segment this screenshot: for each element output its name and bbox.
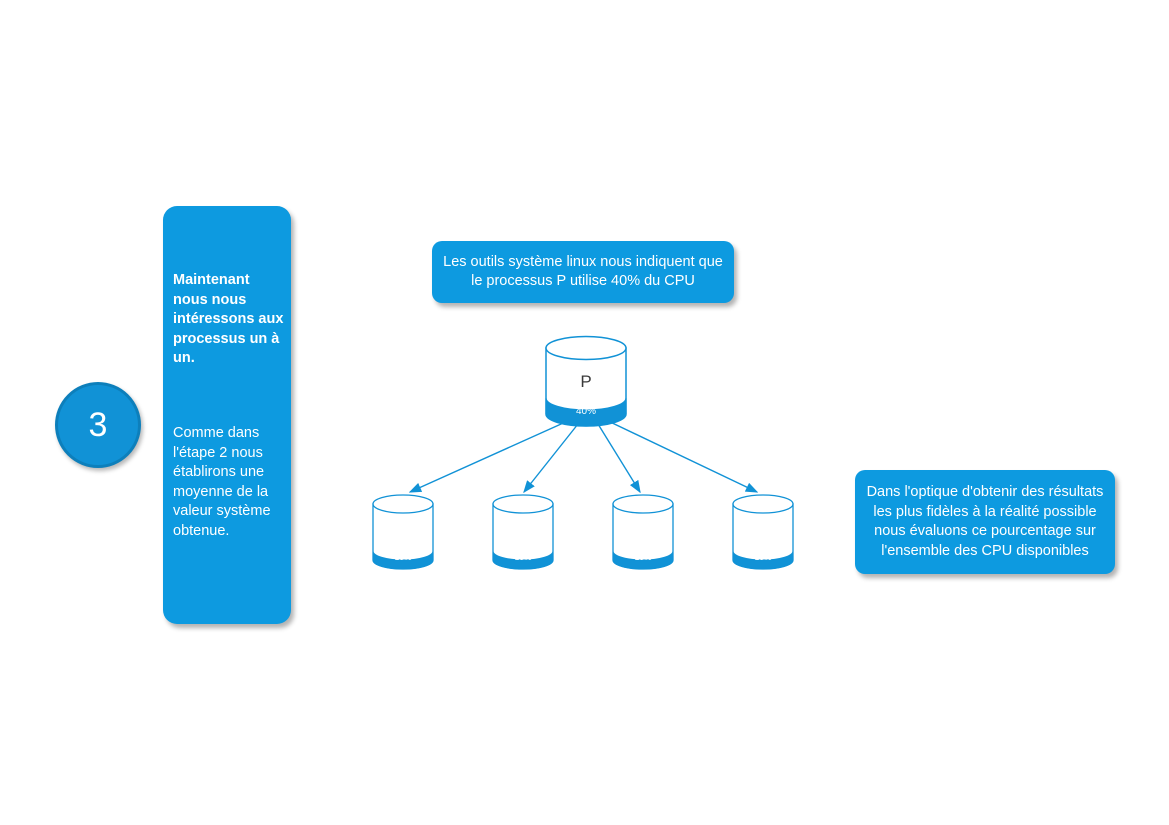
process-node-parent-label: P	[580, 372, 592, 391]
left-description-panel	[163, 206, 291, 624]
left-panel-regular-text: Comme dans l'étape 2 nous établirons une moyenne de la valeur système obtenue.	[173, 425, 271, 539]
cylinder-shape-icon	[545, 336, 627, 434]
callout-top-text: Les outils système linux nous indiquent que le processus P utilise 40% du CPU	[443, 253, 723, 289]
cylinder-shape-icon	[372, 494, 434, 578]
step-number-badge	[55, 382, 141, 468]
left-panel-bold-text: Maintenant nous nous intéressons aux processus un à un.	[173, 272, 284, 366]
cylinder-shape-icon	[732, 494, 794, 578]
cylinder-shape-icon	[492, 494, 554, 578]
cpu-node-2-percent: 10%	[514, 552, 532, 562]
cpu-node-1	[372, 494, 434, 578]
cpu-node-1-percent: 10%	[394, 552, 412, 562]
cpu-node-4	[732, 494, 794, 578]
cpu-node-3	[612, 494, 674, 578]
cpu-node-2	[492, 494, 554, 578]
cylinder-shape-icon	[612, 494, 674, 578]
callout-right	[855, 470, 1115, 574]
process-node-parent	[545, 336, 627, 434]
step-number-label: 3	[88, 405, 108, 444]
cpu-node-4-percent: 10%	[754, 552, 772, 562]
callout-right-text: Dans l'optique d'obtenir des résultats les plus fidèles à la réalité possible nous évaluons ce pourcentage sur l'ensemble des CPU disponibles	[866, 484, 1104, 559]
cpu-node-3-percent: 10%	[634, 552, 652, 562]
process-node-parent-percent: 40%	[575, 406, 596, 417]
callout-top	[432, 241, 734, 303]
